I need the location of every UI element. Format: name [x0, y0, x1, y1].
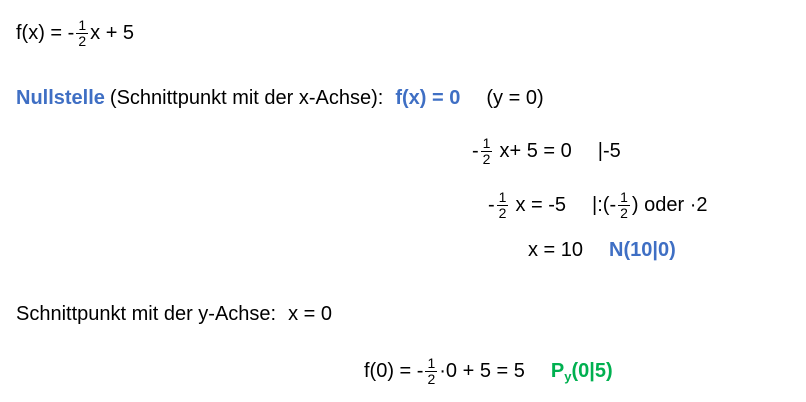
- step1-one-half-fraction: [481, 136, 493, 166]
- nullstelle-condition: f(x) = 0: [395, 87, 461, 109]
- step2-operation-suffix: ) oder ·2: [631, 194, 708, 217]
- equation-step-3: [528, 240, 676, 260]
- y-axis-description: Schnittpunkt mit der y-Achse:: [16, 303, 277, 325]
- fraction-denominator: 2: [427, 370, 436, 387]
- y-axis-calculation-line: [364, 356, 613, 386]
- equation-step-1: [472, 136, 621, 166]
- fraction-numerator: 1: [498, 189, 507, 205]
- function-definition-rhs: x + 5: [90, 22, 135, 45]
- step1-minus-sign: -: [472, 140, 479, 163]
- function-definition-lhs: f(x) = -: [16, 22, 75, 45]
- y-intersection-point-label: P: [550, 360, 565, 383]
- one-half-fraction: [76, 18, 88, 48]
- y-calc-tail: ·0 + 5 = 5: [439, 360, 525, 383]
- nullstelle-line: [16, 88, 544, 108]
- nullstelle-note: (y = 0): [486, 87, 544, 109]
- y-intersection-point-coords: (0|5): [571, 360, 613, 383]
- y-intersection-point-subscript: y: [564, 368, 572, 384]
- nullstelle-keyword: Nullstelle: [16, 87, 105, 109]
- equation-step-2: [488, 190, 708, 220]
- fraction-denominator: 2: [482, 150, 491, 167]
- step2-operation-prefix: |:(-: [592, 194, 617, 217]
- nullstelle-description: (Schnittpunkt mit der x-Achse):: [109, 87, 384, 109]
- fraction-numerator: 1: [620, 189, 628, 205]
- step2-one-half-fraction: [497, 190, 509, 220]
- step2-operation-fraction: [618, 190, 630, 220]
- y-calc-prefix: f(0) = -: [364, 360, 424, 383]
- fraction-denominator: 2: [78, 32, 87, 49]
- fraction-numerator: 1: [482, 135, 491, 151]
- fraction-denominator: 2: [620, 204, 628, 221]
- y-axis-condition: x = 0: [288, 303, 333, 325]
- y-calc-one-half-fraction: [425, 356, 437, 386]
- fraction-denominator: 2: [498, 204, 507, 221]
- fraction-numerator: 1: [427, 355, 436, 371]
- step2-minus-sign: -: [488, 194, 495, 217]
- nullstelle-point: N(10|0): [609, 239, 676, 261]
- step1-expression: x+ 5 = 0: [499, 140, 572, 163]
- fraction-numerator: 1: [78, 17, 87, 33]
- function-definition-line: [16, 18, 134, 48]
- y-axis-intersection-line: [16, 304, 332, 324]
- step1-operation: |-5: [597, 140, 621, 163]
- step2-expression: x = -5: [515, 194, 567, 217]
- step3-result: x = 10: [528, 239, 584, 261]
